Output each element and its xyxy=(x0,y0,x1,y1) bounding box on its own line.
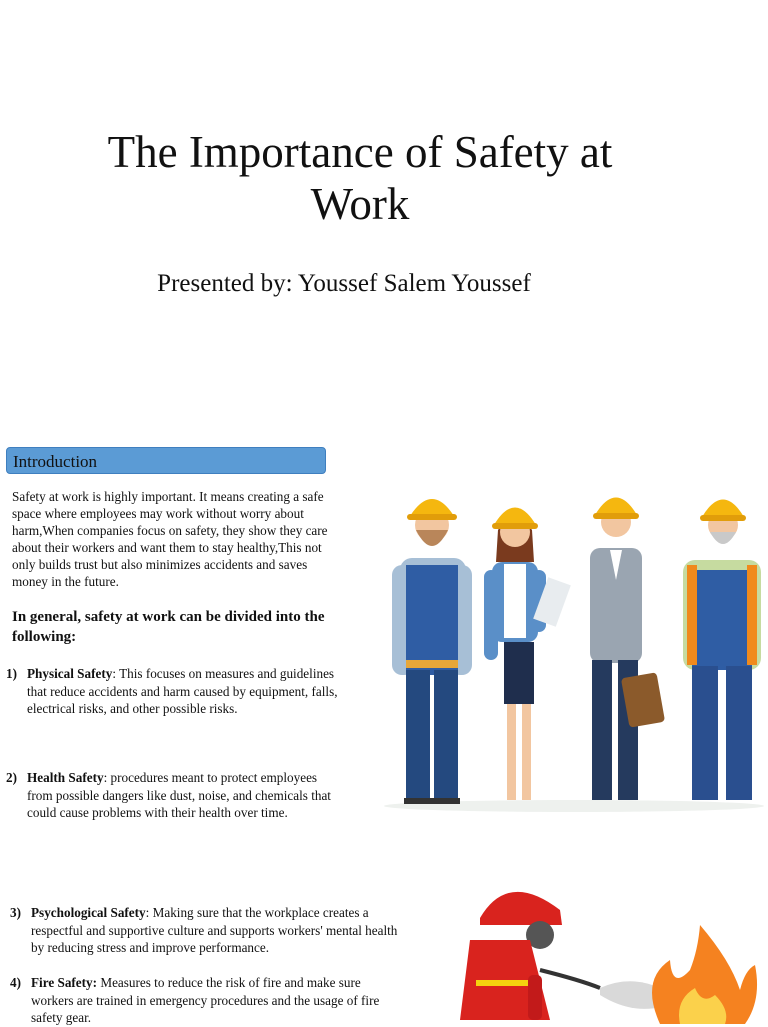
list-number: 1) xyxy=(6,666,17,681)
list-text: : This focuses on measures and guidelines that reduce accidents and harm caused by equipment, falls, electrical risks, and other possible risks. xyxy=(27,666,338,716)
firefighter-helmet xyxy=(480,892,562,925)
intro-paragraph: Safety at work is highly important. It means creating a safe space where employees may work without worry about harm,When companies focus on safety, they show they care about their workers and want them to stay healthy,This not only builds trust but also minimizes accidents and saves money in the future. xyxy=(12,489,328,589)
list-text: Measures to reduce the risk of fire and make sure workers are trained in emergency procedures and the usage of fire safety gear. xyxy=(31,975,380,1025)
worker-suit-figure xyxy=(590,498,665,801)
worker-older-figure xyxy=(683,500,761,801)
introduction-section-bar: Introduction xyxy=(6,447,326,474)
worker-bearded-figure xyxy=(392,499,472,804)
list-number: 4) xyxy=(10,975,21,990)
worker-woman-figure xyxy=(484,508,571,801)
list-text: : procedures meant to protect employees from possible dangers like dust, noise, and chemicals that could cause problems with their health over time. xyxy=(27,770,331,820)
list-text: : Making sure that the workplace creates a respectful and supportive culture and supports workers' mental health by reducing stress and improve performance. xyxy=(31,905,398,955)
workers-illustration xyxy=(380,470,768,820)
list-term: Physical Safety xyxy=(27,666,113,681)
list-term: Psychological Safety xyxy=(31,905,146,920)
list-number: 2) xyxy=(6,770,17,785)
firefighter-illustration xyxy=(440,870,768,1024)
list-term: Health Safety xyxy=(27,770,104,785)
list-term: Fire Safety: xyxy=(31,975,98,990)
general-heading: In general, safety at work can be divided into the following: xyxy=(12,609,325,645)
page-title: The Importance of Safety at Work xyxy=(107,127,613,229)
extinguisher-icon xyxy=(528,975,542,1020)
title-slide xyxy=(0,0,768,430)
list-number: 3) xyxy=(10,905,21,920)
presenter-line: Presented by: Youssef Salem Youssef xyxy=(157,270,531,297)
